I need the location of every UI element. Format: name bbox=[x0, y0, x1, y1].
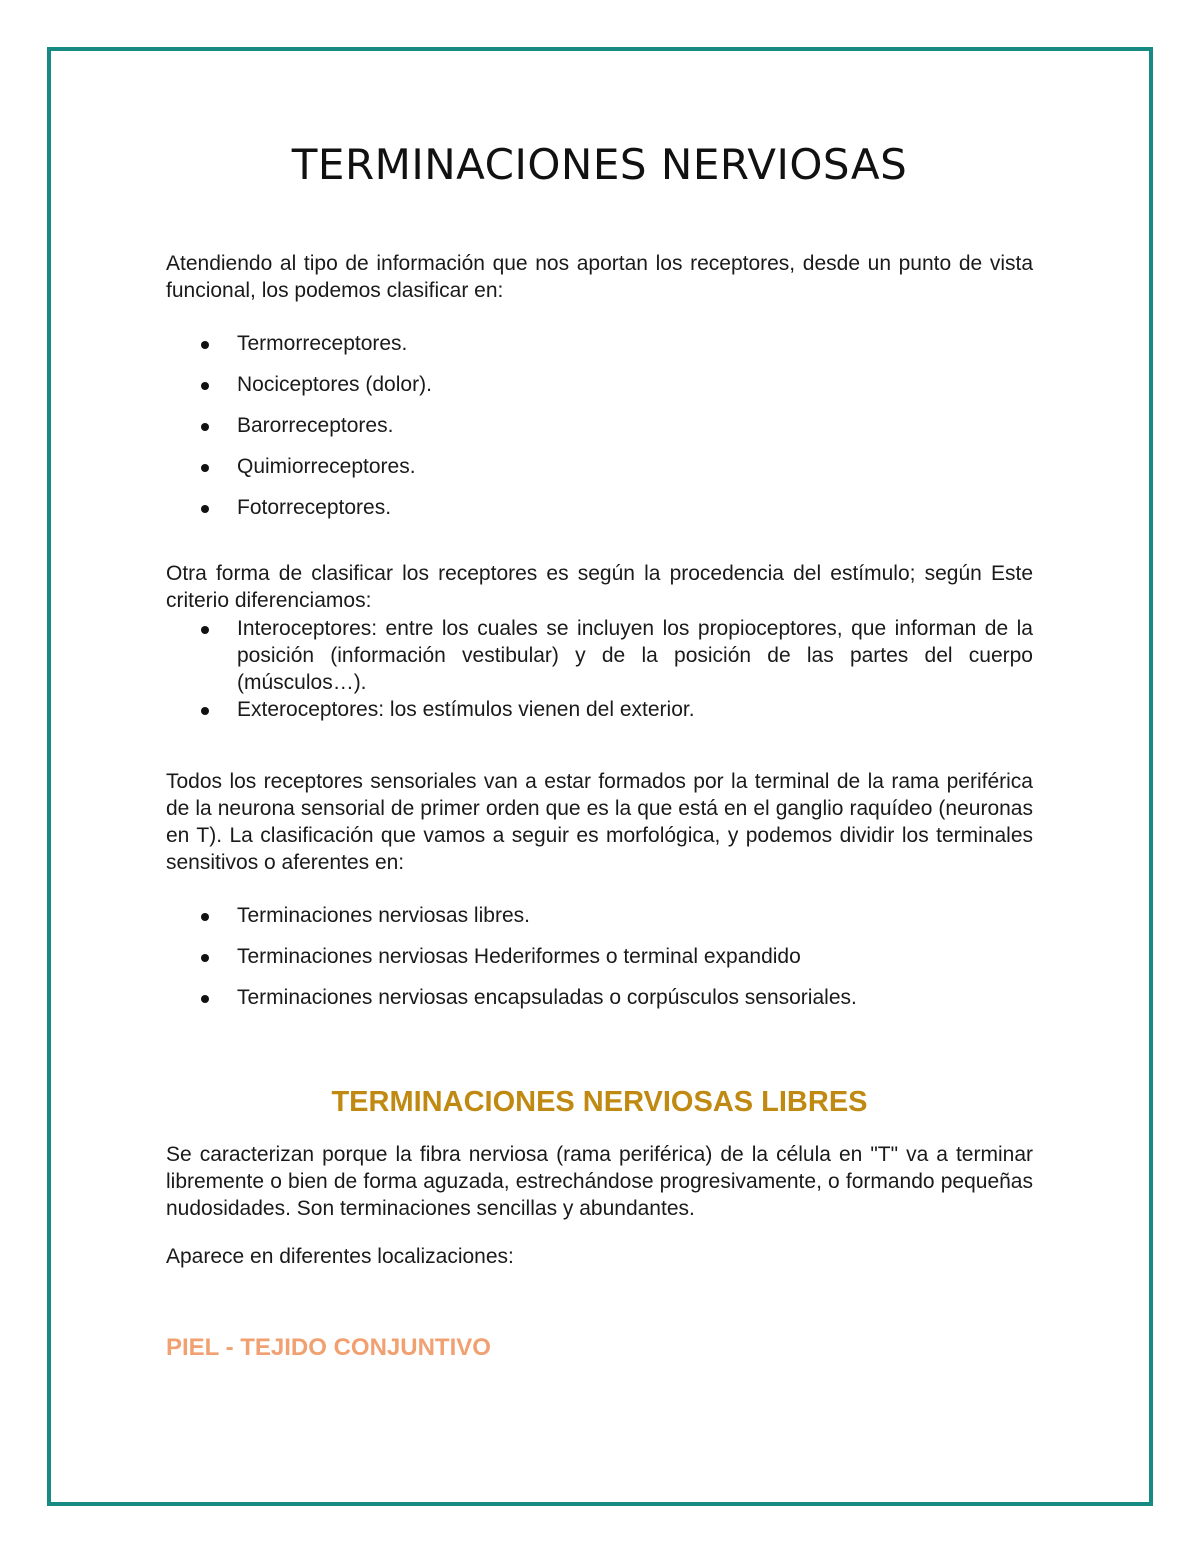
list-item bbox=[166, 371, 1033, 398]
list-item-text: Terminaciones nerviosas encapsuladas o corpúsculos sensoriales. bbox=[237, 986, 857, 1009]
section-heading: TERMINACIONES NERVIOSAS LIBRES bbox=[331, 1086, 868, 1118]
list-item-text: Barorreceptores. bbox=[237, 414, 394, 437]
list-item-text: Nociceptores (dolor). bbox=[237, 373, 432, 396]
bullet-icon bbox=[201, 626, 209, 634]
list-item bbox=[166, 330, 1033, 357]
list-item-text: Fotorreceptores. bbox=[237, 496, 392, 519]
list-item bbox=[166, 615, 1033, 696]
locations-intro: Aparece en diferentes localizaciones: bbox=[166, 1245, 514, 1268]
list-item-text: Interoceptores: entre los cuales se incluyen los propioceptores, que informan de la posición (información vestibular) y de la posición de las partes del cuerpo (músculos…). bbox=[237, 617, 1033, 694]
free-endings-paragraph: Se caracterizan porque la fibra nerviosa (rama periférica) de la célula en "T" va a terminar libremente o bien de forma aguzada, estrechándose progresivamente, o formando pequeñas nudosidades. Son terminaciones sencillas y abundantes. bbox=[166, 1143, 1033, 1220]
bullet-icon bbox=[201, 995, 209, 1003]
morphology-paragraph: Todos los receptores sensoriales van a estar formados por la terminal de la rama periférica de la neurona sensorial de primer orden que es la que está en el ganglio raquídeo (neuronas en T). La clasificación que vamos a seguir es morfológica, y podemos dividir los terminales sensitivos o aferentes en: bbox=[166, 770, 1033, 874]
bullet-icon bbox=[201, 505, 209, 513]
intro-paragraph: Atendiendo al tipo de información que nos aportan los receptores, desde un punto de vista funcional, los podemos clasificar en: bbox=[166, 252, 1033, 302]
bullet-icon bbox=[201, 423, 209, 431]
list-item bbox=[166, 984, 1033, 1011]
bullet-icon bbox=[201, 913, 209, 921]
sub-heading: PIEL - TEJIDO CONJUNTIVO bbox=[166, 1334, 491, 1361]
list-item bbox=[166, 696, 1033, 723]
bullet-icon bbox=[201, 954, 209, 962]
bullet-icon bbox=[201, 707, 209, 715]
bullet-icon bbox=[201, 341, 209, 349]
list-item bbox=[166, 494, 1033, 521]
origin-receptor-list bbox=[166, 615, 1033, 723]
bullet-icon bbox=[201, 464, 209, 472]
origin-paragraph: Otra forma de clasificar los receptores es según la procedencia del estímulo; según Este criterio diferenciamos: bbox=[166, 562, 1033, 612]
list-item-text: Quimiorreceptores. bbox=[237, 455, 416, 478]
list-item bbox=[166, 943, 1033, 970]
morphology-list bbox=[166, 902, 1033, 1025]
list-item bbox=[166, 412, 1033, 439]
list-item bbox=[166, 453, 1033, 480]
list-item-text: Terminaciones nerviosas libres. bbox=[237, 904, 530, 927]
list-item-text: Terminaciones nerviosas Hederiformes o terminal expandido bbox=[237, 945, 801, 968]
list-item-text: Termorreceptores. bbox=[237, 332, 408, 355]
document-title: TERMINACIONES NERVIOSAS bbox=[291, 140, 908, 189]
bullet-icon bbox=[201, 382, 209, 390]
list-item-text: Exteroceptores: los estímulos vienen del exterior. bbox=[237, 698, 695, 721]
list-item bbox=[166, 902, 1033, 929]
functional-receptor-list bbox=[166, 330, 1033, 535]
